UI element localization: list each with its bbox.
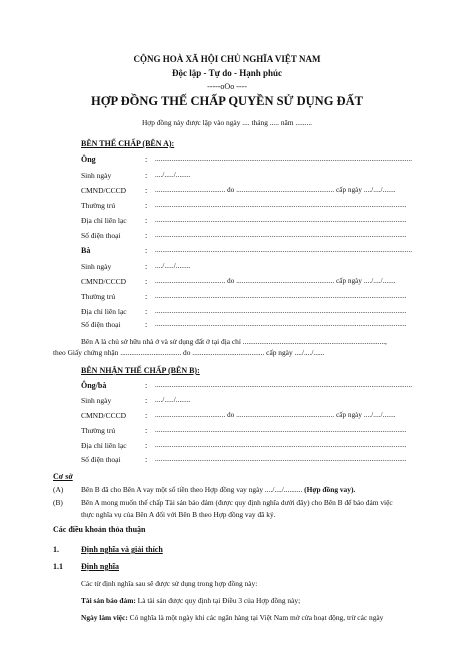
definition-term: Tài sản bảo đảm: [81,596,136,605]
residence-label: Thường trú [81,292,116,301]
contact-address-label: Địa chỉ liên lạc [81,216,127,225]
residence-field: ........................................................................................................................................ [155,201,407,209]
definition-text: Có nghĩa là một ngày khi các ngân hàng tại Việt Nam mở cửa hoạt động, trừ các ngày [127,613,384,622]
colon: : [145,292,148,301]
motto: Độc lập - Tự do - Hạnh phúc [171,68,282,78]
colon: : [145,455,148,464]
separator: -----oOo ---- [207,82,247,91]
dob-field: ..../...../........ [155,262,191,270]
basis-a-defined-term: (Hợp đồng vay). [304,485,356,494]
contact-address-label: Địa chỉ liên lạc [81,307,127,316]
definition-text: Là tài sản được quy định tại Điều 3 của Hợp đồng này; [135,596,301,605]
basis-a-body: Bên B đã cho Bên A vay một số tiền theo Hợp đồng vay ngày ..../..../.......... [81,485,305,494]
residence-label: Thường trú [81,201,116,210]
colon: : [145,441,148,450]
contact-address-field: ........................................................................................................................................ [155,441,407,449]
phone-label: Số điện thoại [81,231,121,240]
id-label: CMND/CCCD [81,411,127,420]
phone-field: ........................................................................................................................................ [155,455,407,463]
colon: : [145,171,148,180]
colon: : [145,262,148,271]
id-label: CMND/CCCD [81,186,127,195]
section-1-1-number: 1.1 [53,562,63,571]
contact-address-field: ........................................................................................................................................ [155,307,407,315]
colon: : [145,216,148,225]
colon: : [145,201,148,210]
wife-label: Bà [81,246,91,255]
phone-field: ........................................................................................................................................ [155,320,407,328]
basis-b-line-2: thực nghĩa vụ của Bên A đối với Bên B theo Hợp đồng vay đã ký. [81,510,276,519]
colon: : [145,307,148,316]
colon: : [145,381,148,390]
dob-field: ..../...../........ [155,396,191,404]
residence-field: ........................................................................................................................................ [155,292,407,300]
basis-a-text [81,485,355,494]
terms-heading: Các điều khoản thỏa thuận [53,525,146,534]
colon: : [145,396,148,405]
document-title: HỢP ĐỒNG THẾ CHẤP QUYỀN SỬ DỤNG ĐẤT [91,94,363,108]
husband-label: Ông [81,155,96,164]
colon: : [145,231,148,240]
nation-heading: CỘNG HOÀ XÃ HỘI CHỦ NGHĨA VIỆT NAM [133,54,321,64]
colon: : [145,320,148,329]
wife-name-field: ........................................................................................................................................... [155,246,413,254]
definition-term: Ngày làm việc: [81,613,128,622]
definition-business-day [81,613,383,622]
phone-label: Số điện thoại [81,455,121,464]
definitions-intro: Các từ định nghĩa sau sẽ được sử dụng trong hợp đồng này: [81,579,258,588]
phone-label: Số điện thoại [81,320,121,329]
dob-label: Sinh ngày [81,396,112,405]
colon: : [145,426,148,435]
party-b-heading: BÊN NHẬN THẾ CHẤP (BÊN B): [81,366,200,375]
ownership-line-2: theo Giấy chứng nhận ................................. do ....................................... cấp ngày ..../..../...... [53,348,325,357]
colon: : [145,186,148,195]
definition-collateral [81,596,300,605]
colon: : [145,246,148,255]
colon: : [145,411,148,420]
id-field: ...................................... do ..................................................... cấp ngày ..../..../....... [155,277,396,285]
basis-b-line-1: Bên A mong muốn thế chấp Tài sản bảo đảm (được quy định nghĩa dưới đây) cho Bên B để bảo đảm việc [81,498,393,507]
party-b-name-field: ........................................................................................................................................... [155,381,413,389]
dob-field: ..../...../........ [155,171,191,179]
id-field: ...................................... do ..................................................... cấp ngày ..../..../....... [155,411,396,419]
id-label: CMND/CCCD [81,277,127,286]
residence-field: ........................................................................................................................................ [155,426,407,434]
section-1-1-title: Định nghĩa [81,562,120,571]
husband-name-field: ........................................................................................................................................... [155,155,413,163]
basis-heading: Cơ sở [53,472,73,481]
dob-label: Sinh ngày [81,171,112,180]
phone-field: ........................................................................................................................................ [155,231,407,239]
party-b-name-label: Ông/bà [81,381,107,390]
ownership-line-1: Bên A là chủ sở hữu nhà ở và sử dụng đất ở tại địa chỉ ............................................................................., [81,337,387,346]
residence-label: Thường trú [81,426,116,435]
colon: : [145,155,148,164]
contact-address-field: ........................................................................................................................................ [155,216,407,224]
colon: : [145,277,148,286]
made-on-line: Hợp đồng này được lập vào ngày .... tháng ..... năm ......... [141,118,313,127]
dob-label: Sinh ngày [81,262,112,271]
basis-b-label: (B) [53,498,63,507]
basis-a-label: (A) [53,485,64,494]
id-field: ...................................... do ..................................................... cấp ngày ..../..../....... [155,186,396,194]
section-1-number: 1. [53,545,59,554]
section-1-title: Định nghĩa và giải thích [81,545,163,554]
contact-address-label: Địa chỉ liên lạc [81,441,127,450]
party-a-heading: BÊN THẾ CHẤP (BÊN A): [81,139,175,148]
